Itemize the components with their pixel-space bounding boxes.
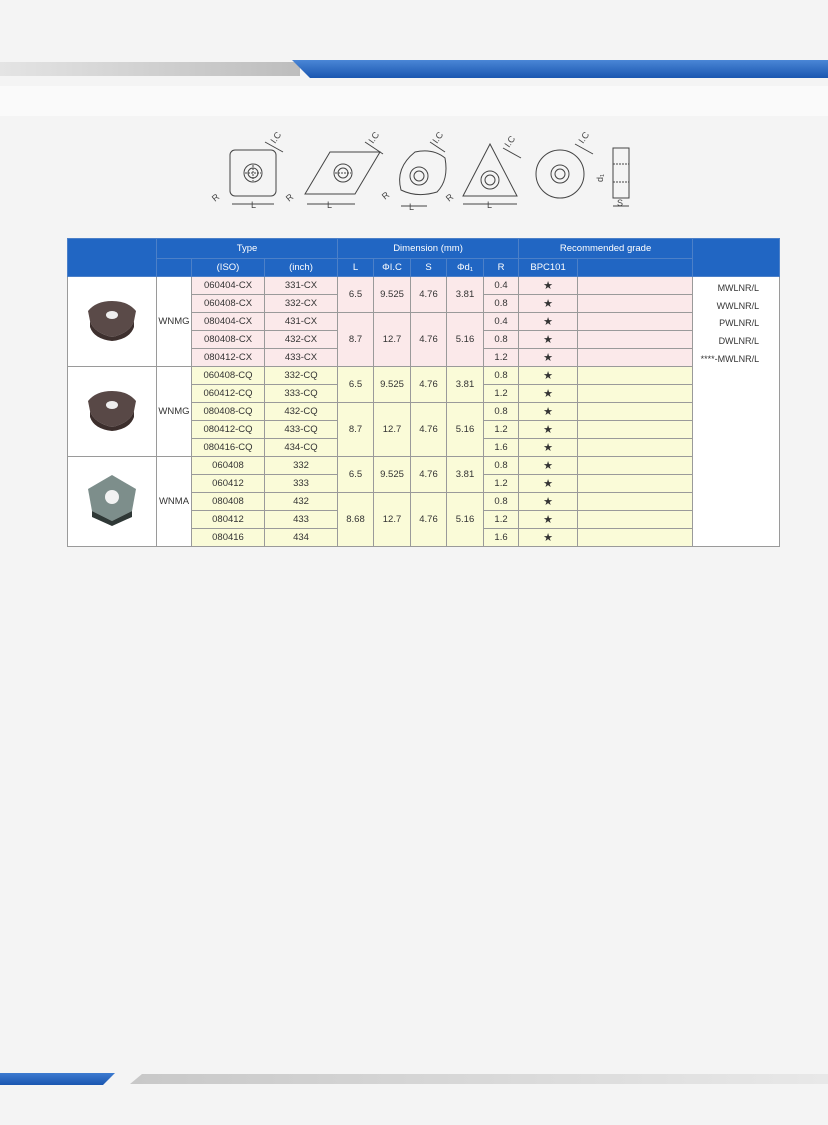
insert-image-cell xyxy=(68,457,157,547)
l-cell: 6.5 xyxy=(338,457,374,493)
iso-cell: 060408-CX xyxy=(192,295,265,313)
insert-spec-table xyxy=(67,238,780,547)
s-cell: 4.76 xyxy=(411,403,447,457)
header-type-blank xyxy=(157,259,192,277)
inch-cell: 433-CQ xyxy=(265,421,338,439)
header-ic: ΦI.C xyxy=(374,259,411,277)
iso-cell: 080408 xyxy=(192,493,265,511)
group-name: WNMG xyxy=(157,277,192,367)
s-label: S xyxy=(617,198,624,208)
l-cell: 6.5 xyxy=(338,367,374,403)
r-cell: 0.8 xyxy=(484,493,519,511)
table-row xyxy=(68,277,780,295)
inch-cell: 433-CX xyxy=(265,349,338,367)
grade-star: ★ xyxy=(519,403,578,421)
header-d1: Φd₁ xyxy=(447,259,484,277)
l-label: L xyxy=(487,200,493,210)
grade-star: ★ xyxy=(519,457,578,475)
r-label: R xyxy=(443,191,456,204)
ic-cell: 9.525 xyxy=(374,457,411,493)
rhombus-insert-drawing xyxy=(284,130,383,210)
footer-blue-band xyxy=(0,1073,115,1085)
ic-cell: 12.7 xyxy=(374,313,411,367)
header-r: R xyxy=(484,259,519,277)
l-label: L xyxy=(327,200,333,210)
grade-star: ★ xyxy=(519,511,578,529)
r-cell: 1.2 xyxy=(484,349,519,367)
grade-star: ★ xyxy=(519,475,578,493)
r-cell: 0.8 xyxy=(484,457,519,475)
group-name: WNMA xyxy=(157,457,192,547)
wnma-insert-icon xyxy=(82,471,142,527)
holder-item: ****-MWLNR/L xyxy=(700,353,760,364)
d1-cell: 3.81 xyxy=(447,457,484,493)
holder-item: PWLNR/L xyxy=(719,318,760,329)
inch-cell: 332-CX xyxy=(265,295,338,313)
r-cell: 0.4 xyxy=(484,313,519,331)
group-name: WNMG xyxy=(157,367,192,457)
header-holder xyxy=(693,239,780,277)
s-cell: 4.76 xyxy=(411,313,447,367)
square-insert-drawing xyxy=(210,130,284,210)
grade-star: ★ xyxy=(519,385,578,403)
iso-cell: 060408 xyxy=(192,457,265,475)
grade-star: ★ xyxy=(519,313,578,331)
grade-empty-cell xyxy=(578,421,693,439)
inch-cell: 433 xyxy=(265,511,338,529)
header-blank xyxy=(68,239,157,277)
grade-empty-cell xyxy=(578,493,693,511)
grade-empty-cell xyxy=(578,277,693,295)
inch-cell: 432-CQ xyxy=(265,403,338,421)
footer-grey-band xyxy=(130,1074,828,1084)
inch-cell: 432-CX xyxy=(265,331,338,349)
l-cell: 8.68 xyxy=(338,493,374,547)
r-label: R xyxy=(379,189,392,202)
iso-cell: 060408-CQ xyxy=(192,367,265,385)
inch-cell: 432 xyxy=(265,493,338,511)
r-cell: 1.2 xyxy=(484,385,519,403)
header-type: Type xyxy=(157,239,338,259)
d1-cell: 5.16 xyxy=(447,403,484,457)
ic-label: I.C xyxy=(502,133,518,150)
side-view-drawing xyxy=(595,148,629,208)
grade-star: ★ xyxy=(519,331,578,349)
l-cell: 8.7 xyxy=(338,313,374,367)
grade-empty-cell xyxy=(578,331,693,349)
l-cell: 6.5 xyxy=(338,277,374,313)
iso-cell: 080408-CX xyxy=(192,331,265,349)
grade-empty-cell xyxy=(578,403,693,421)
d1-cell: 5.16 xyxy=(447,493,484,547)
header-l: L xyxy=(338,259,374,277)
iso-cell: 080412-CX xyxy=(192,349,265,367)
inch-cell: 332 xyxy=(265,457,338,475)
l-label: L xyxy=(409,202,415,212)
r-cell: 1.2 xyxy=(484,475,519,493)
s-cell: 4.76 xyxy=(411,367,447,403)
inch-cell: 332-CQ xyxy=(265,367,338,385)
header-white-strip xyxy=(0,86,828,116)
grade-star: ★ xyxy=(519,295,578,313)
d1-cell: 3.81 xyxy=(447,367,484,403)
grade-star: ★ xyxy=(519,493,578,511)
grade-empty-cell xyxy=(578,475,693,493)
d1-label: d₁ xyxy=(595,173,605,182)
inch-cell: 333-CQ xyxy=(265,385,338,403)
grade-empty-cell xyxy=(578,439,693,457)
triangle-insert-drawing xyxy=(444,134,521,210)
grade-empty-cell xyxy=(578,385,693,403)
r-cell: 0.8 xyxy=(484,295,519,313)
grade-star: ★ xyxy=(519,367,578,385)
header-iso: (ISO) xyxy=(192,259,265,277)
ic-label: I.C xyxy=(430,129,446,146)
iso-cell: 060404-CX xyxy=(192,277,265,295)
iso-cell: 080416-CQ xyxy=(192,439,265,457)
r-cell: 0.8 xyxy=(484,367,519,385)
grade-empty-cell xyxy=(578,367,693,385)
r-cell: 1.2 xyxy=(484,421,519,439)
wnmg-cq-insert-icon xyxy=(82,385,142,433)
l-cell: 8.7 xyxy=(338,403,374,457)
r-cell: 1.6 xyxy=(484,529,519,547)
insert-image-cell xyxy=(68,367,157,457)
ic-label: I.C xyxy=(576,129,592,146)
iso-cell: 080404-CX xyxy=(192,313,265,331)
r-cell: 0.8 xyxy=(484,331,519,349)
grade-star: ★ xyxy=(519,439,578,457)
insert-shapes-diagram xyxy=(205,128,645,218)
table-row xyxy=(68,457,780,475)
inch-cell: 331-CX xyxy=(265,277,338,295)
d1-cell: 3.81 xyxy=(447,277,484,313)
round-insert-drawing xyxy=(536,130,593,198)
holder-item: DWLNR/L xyxy=(718,336,760,347)
r-label: R xyxy=(283,191,296,204)
header-s: S xyxy=(411,259,447,277)
table-row xyxy=(68,367,780,385)
l-label: L xyxy=(251,200,257,210)
iso-cell: 060412 xyxy=(192,475,265,493)
r-cell: 0.8 xyxy=(484,403,519,421)
r-label: R xyxy=(209,191,222,204)
header-recommended-grade: Recommended grade xyxy=(519,239,693,259)
grade-star: ★ xyxy=(519,277,578,295)
s-cell: 4.76 xyxy=(411,277,447,313)
grade-empty-cell xyxy=(578,529,693,547)
ic-cell: 12.7 xyxy=(374,403,411,457)
insert-image-cell xyxy=(68,277,157,367)
grade-star: ★ xyxy=(519,349,578,367)
grade-empty-cell xyxy=(578,457,693,475)
d1-cell: 5.16 xyxy=(447,313,484,367)
grade-empty-cell xyxy=(578,349,693,367)
r-cell: 1.2 xyxy=(484,511,519,529)
holder-item: MWLNR/L xyxy=(717,283,760,293)
r-cell: 0.4 xyxy=(484,277,519,295)
grade-star: ★ xyxy=(519,529,578,547)
iso-cell: 080416 xyxy=(192,529,265,547)
ic-cell: 9.525 xyxy=(374,367,411,403)
inch-cell: 434-CQ xyxy=(265,439,338,457)
ic-cell: 12.7 xyxy=(374,493,411,547)
ic-label: I.C xyxy=(268,129,284,146)
grade-star: ★ xyxy=(519,421,578,439)
header-dimension: Dimension (mm) xyxy=(338,239,519,259)
header-grade: BPC101 xyxy=(519,259,578,277)
r-cell: 1.6 xyxy=(484,439,519,457)
header-grade-blank xyxy=(578,259,693,277)
s-cell: 4.76 xyxy=(411,493,447,547)
header-inch: (inch) xyxy=(265,259,338,277)
inch-cell: 434 xyxy=(265,529,338,547)
iso-cell: 060412-CQ xyxy=(192,385,265,403)
holder-list xyxy=(693,277,780,547)
grade-empty-cell xyxy=(578,511,693,529)
trigon-insert-drawing xyxy=(380,130,446,212)
wnmg-cx-insert-icon xyxy=(82,295,142,343)
iso-cell: 080412-CQ xyxy=(192,421,265,439)
iso-cell: 080412 xyxy=(192,511,265,529)
inch-cell: 333 xyxy=(265,475,338,493)
ic-label: I.C xyxy=(366,129,382,146)
holder-item: WWLNR/L xyxy=(716,300,760,311)
ic-cell: 9.525 xyxy=(374,277,411,313)
iso-cell: 080408-CQ xyxy=(192,403,265,421)
grade-empty-cell xyxy=(578,295,693,313)
s-cell: 4.76 xyxy=(411,457,447,493)
header-blue-band xyxy=(292,60,828,78)
grade-empty-cell xyxy=(578,313,693,331)
inch-cell: 431-CX xyxy=(265,313,338,331)
header-grey-band xyxy=(0,62,300,76)
